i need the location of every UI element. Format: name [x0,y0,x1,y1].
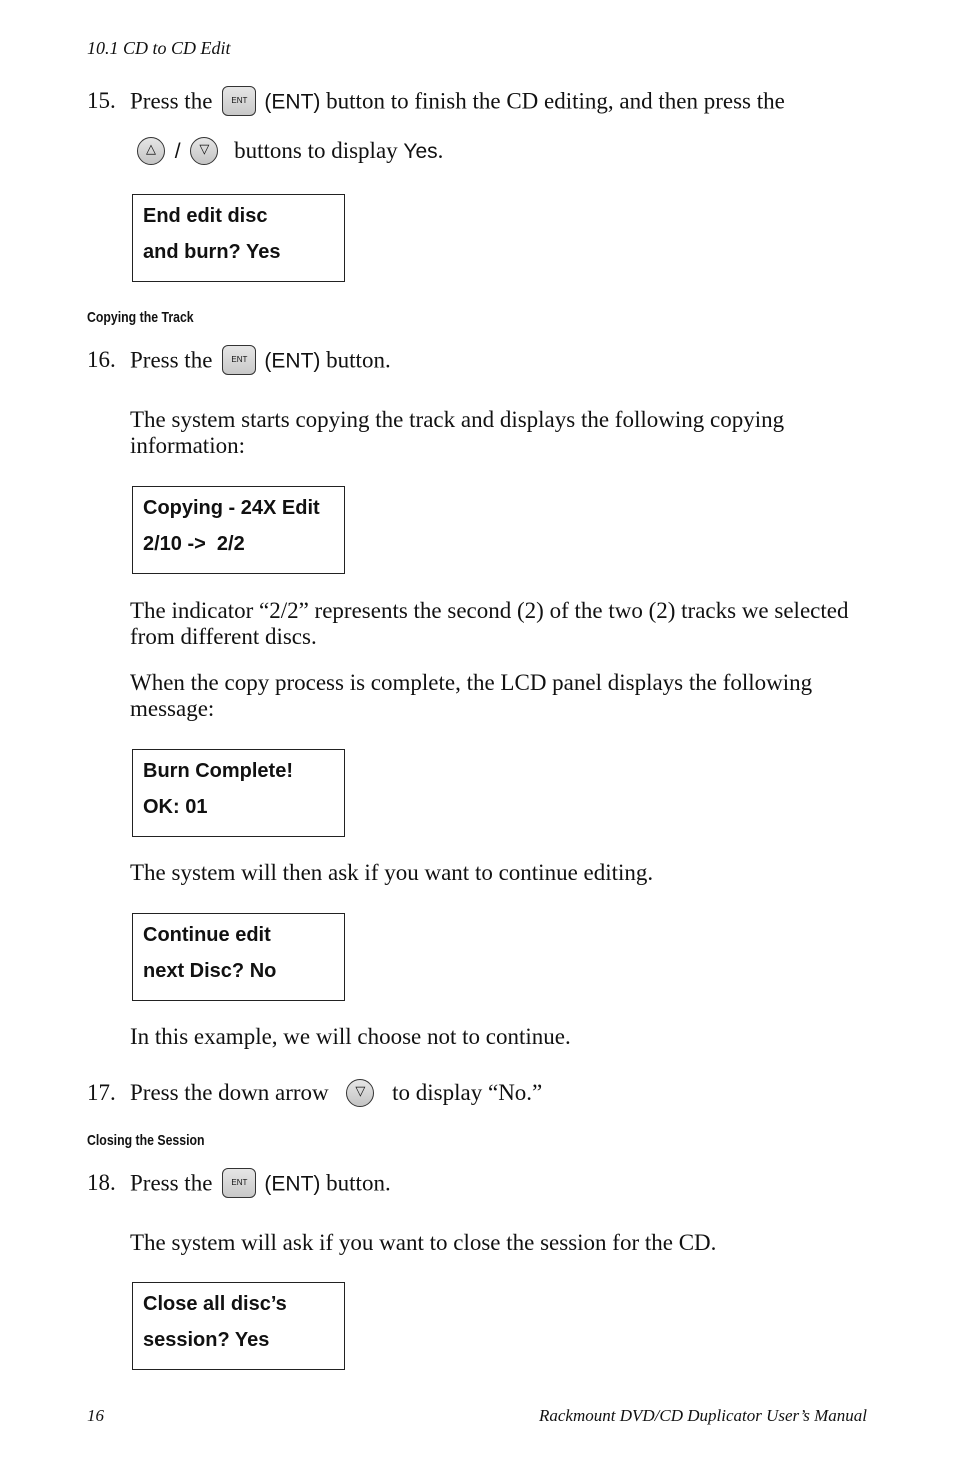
step-text-pre: Press the [130,347,213,373]
section-heading: Closing the Session [87,1132,205,1149]
ent-button-icon: ENT [222,86,256,116]
step-18 [87,1170,391,1200]
paragraph: The indicator “2/2” represents the second (2) of the two (2) tracks we selected from different discs. [130,598,849,649]
paragraph: The system will then ask if you want to continue editing. [130,860,654,885]
down-arrow-icon: ▽ [346,1079,374,1107]
step-15 [87,88,785,118]
lcd-line-1: End edit disc [143,205,268,227]
step-number: 17. [87,1080,116,1105]
step-number: 15. [87,88,116,114]
step-text-post: button. [326,1170,391,1196]
lcd-display [132,486,345,574]
lcd-line-2: session? Yes [143,1329,270,1351]
paragraph: When the copy process is complete, the LCD panel displays the following message: [130,670,813,721]
step-15-line2 [137,138,443,167]
ent-label: (ENT) [264,90,321,114]
step-text-post: button. [326,347,391,373]
lcd-line-2: 2/10 -> 2/2 [143,533,245,555]
ent-label: (ENT) [264,1172,321,1196]
slash: / [174,140,181,163]
paragraph: The system will ask if you want to close the session for the CD. [130,1230,717,1255]
page-header: 10.1 CD to CD Edit [87,38,231,58]
lcd-line-1: Close all disc’s [143,1293,287,1315]
ent-label: (ENT) [264,349,321,373]
lcd-line-1: Continue edit [143,924,271,946]
lcd-display [132,913,345,1001]
step-text-pre: Press the [130,88,213,114]
yes-value: Yes [403,140,438,163]
ent-button-icon: ENT [222,1168,256,1198]
lcd-line-2: and burn? Yes [143,241,281,263]
step-number: 18. [87,1170,116,1196]
lcd-line-2: OK: 01 [143,796,208,818]
lcd-display [132,194,345,282]
step-17 [87,1080,542,1109]
lcd-line-2: next Disc? No [143,960,277,982]
step-text-post: button to finish the CD editing, and then press the [326,88,785,114]
ent-button-icon: ENT [222,345,256,375]
down-arrow-icon: ▽ [190,137,218,165]
manual-title: Rackmount DVD/CD Duplicator User’s Manual [538,1406,867,1425]
up-arrow-icon: △ [137,137,165,165]
section-heading: Copying the Track [87,309,194,326]
lcd-line-1: Burn Complete! [143,760,293,782]
step-text-pre: Press the [130,1170,213,1196]
paragraph: In this example, we will choose not to continue. [130,1024,571,1049]
step-16 [87,347,391,377]
lcd-line-1: Copying - 24X Edit [143,497,320,519]
lcd-display [132,749,345,837]
step-text-post: to display “No.” [392,1080,543,1105]
page-number: 16 [87,1406,104,1425]
paragraph: The system starts copying the track and displays the following copying information: [130,407,785,458]
step-text-pre: Press the down arrow [130,1080,329,1105]
lcd-display [132,1282,345,1370]
period: . [437,138,444,163]
step-number: 16. [87,347,116,373]
step-text: buttons to display [234,138,398,163]
